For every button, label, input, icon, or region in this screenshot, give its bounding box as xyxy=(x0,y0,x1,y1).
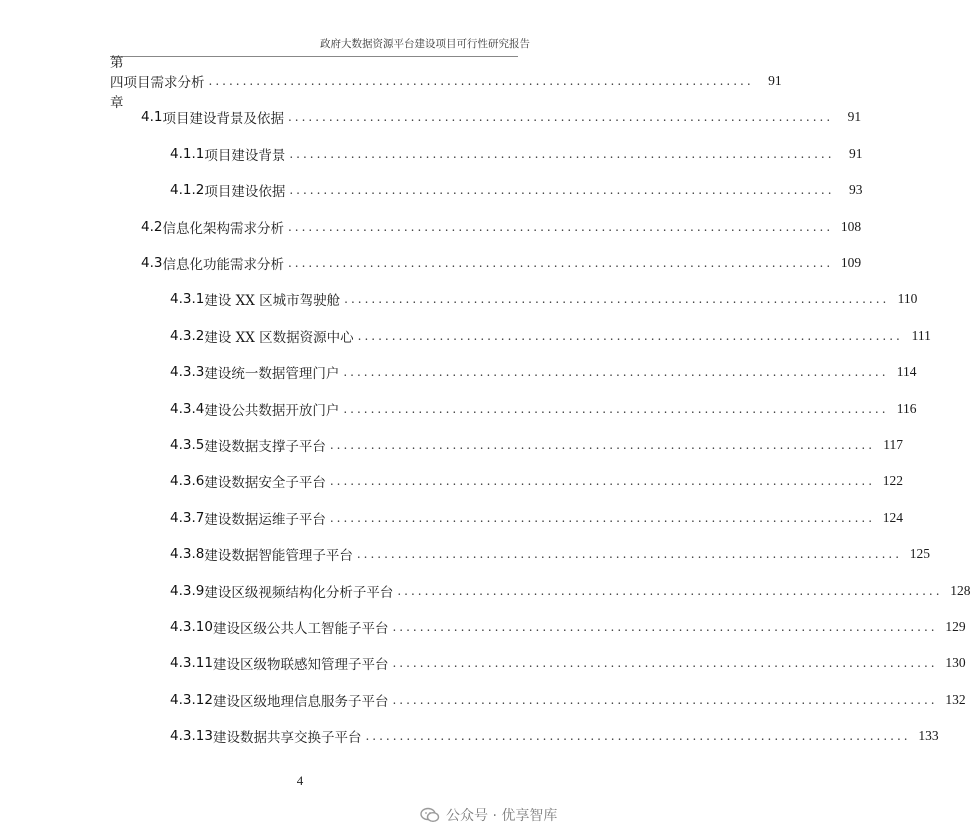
toc-number: 4.3.6 xyxy=(170,473,205,490)
toc-title: 建设统一数据管理门户 xyxy=(204,366,340,383)
toc-page-number: 129 xyxy=(945,619,966,634)
toc-number: 4.3.2 xyxy=(170,327,205,344)
toc-title: 项目需求分析 xyxy=(123,75,205,91)
toc-page-number: 91 xyxy=(849,145,863,161)
toc-number: 4.3.11 xyxy=(170,655,213,672)
toc-entry[interactable] xyxy=(170,432,904,458)
toc-leader-dots: ................................................................................ xyxy=(343,365,889,380)
toc-leader-dots: ................................................................................ xyxy=(287,110,834,125)
toc-number: 4.1.2 xyxy=(170,182,205,199)
watermark-text: 公众号 · 优享智库 xyxy=(446,808,558,824)
toc-entry[interactable] xyxy=(170,541,931,567)
toc-leader-dots: ................................................................................ xyxy=(329,510,876,525)
toc-page-number: 110 xyxy=(897,291,918,307)
toc-leader-dots: ................................................................................ xyxy=(208,74,754,88)
toc-title: 建设 XX 区数据资源中心 xyxy=(204,329,354,346)
toc-entry[interactable] xyxy=(170,359,917,385)
toc-title: 建设区级公共人工智能子平台 xyxy=(212,621,389,637)
toc-entry[interactable] xyxy=(141,250,862,276)
toc-number: 4.3.13 xyxy=(170,728,213,745)
toc-number: 第四章 xyxy=(110,55,124,111)
toc-number: 4.3.9 xyxy=(170,582,205,599)
toc-entry[interactable] xyxy=(170,650,966,676)
toc-leader-dots: ................................................................................ xyxy=(392,656,938,671)
toc-entry[interactable] xyxy=(170,505,904,531)
toc-page-number: 125 xyxy=(909,546,931,562)
toc-page-number: 128 xyxy=(950,582,971,598)
toc-title: 建设数据支撑子平台 xyxy=(204,439,326,455)
toc-title: 建设 XX 区城市驾驶舱 xyxy=(204,293,341,310)
header-rule xyxy=(110,56,518,57)
toc-leader-dots: ................................................................................ xyxy=(289,183,835,198)
toc-number: 4.3.3 xyxy=(170,364,205,381)
toc-entry[interactable] xyxy=(170,396,917,422)
toc-title: 建设数据运维子平台 xyxy=(204,511,326,528)
wechat-icon xyxy=(420,807,440,823)
toc-page-number: 111 xyxy=(911,327,931,343)
toc-entry[interactable] xyxy=(170,141,863,167)
toc-leader-dots: ................................................................................ xyxy=(392,620,938,634)
watermark xyxy=(420,805,557,825)
toc-page-number: 91 xyxy=(768,73,782,88)
toc-number: 4.1.1 xyxy=(170,145,205,162)
toc-title: 建设公共数据开放门户 xyxy=(204,402,340,419)
toc-leader-dots: ................................................................................ xyxy=(287,219,834,234)
toc-entry[interactable] xyxy=(170,177,863,203)
toc-leader-dots: ................................................................................ xyxy=(392,692,938,707)
toc-title: 建设区级视频结构化分析子平台 xyxy=(204,584,394,601)
toc-number: 4.3.12 xyxy=(170,691,213,708)
toc-title: 建设区级地理信息服务子平台 xyxy=(212,693,389,710)
toc-page-number: 116 xyxy=(896,400,917,416)
toc-title: 项目建设背景及依据 xyxy=(162,111,284,128)
toc-page-number: 133 xyxy=(918,728,939,744)
toc-number: 4.3.8 xyxy=(170,546,205,563)
toc-title: 信息化架构需求分析 xyxy=(162,220,284,237)
toc-leader-dots: ................................................................................ xyxy=(287,256,834,270)
toc-number: 4.3.7 xyxy=(170,509,205,526)
toc-number: 4.3.10 xyxy=(170,619,213,635)
toc-leader-dots: ................................................................................ xyxy=(356,547,903,562)
toc-entry[interactable] xyxy=(170,687,966,713)
toc-leader-dots: ................................................................................ xyxy=(329,438,876,452)
toc-page-number: 122 xyxy=(882,473,904,489)
toc-number: 4.2 xyxy=(141,218,163,235)
toc-page-number: 124 xyxy=(882,509,904,525)
toc-leader-dots: ................................................................................ xyxy=(365,729,911,744)
toc-title: 项目建设依据 xyxy=(204,184,286,201)
toc-title: 信息化功能需求分析 xyxy=(162,257,284,273)
toc-entry[interactable] xyxy=(170,468,904,494)
toc-entry[interactable] xyxy=(170,323,931,349)
toc-title: 建设数据智能管理子平台 xyxy=(204,548,353,565)
toc-leader-dots: ................................................................................ xyxy=(329,474,876,489)
toc-number: 4.3.5 xyxy=(170,437,205,453)
toc-number: 4.1 xyxy=(141,109,163,126)
toc-page-number: 130 xyxy=(945,655,966,671)
toc-number: 4.3.4 xyxy=(170,400,205,417)
page-number: 4 xyxy=(296,773,304,788)
toc-leader-dots: ................................................................................ xyxy=(357,328,903,343)
toc-page-number: 109 xyxy=(840,255,862,270)
toc-leader-dots: ................................................................................ xyxy=(344,292,890,307)
document-header: 政府大数据资源平台建设项目可行性研究报告 xyxy=(320,38,530,50)
toc-page-number: 132 xyxy=(945,691,966,707)
toc-page-number: 93 xyxy=(849,182,863,198)
toc-leader-dots: ................................................................................ xyxy=(343,401,889,416)
toc-title: 建设区级物联感知管理子平台 xyxy=(212,657,389,674)
toc-title: 建设数据共享交换子平台 xyxy=(212,730,362,747)
toc-entry[interactable] xyxy=(141,104,862,130)
toc-page-number: 114 xyxy=(896,364,917,380)
toc-number: 4.3.1 xyxy=(170,291,205,308)
toc-leader-dots: ................................................................................ xyxy=(289,146,835,161)
toc-title: 项目建设背景 xyxy=(204,147,286,164)
toc-entry[interactable] xyxy=(170,723,939,749)
toc-page-number: 91 xyxy=(847,109,862,125)
toc-entry[interactable] xyxy=(110,55,782,111)
toc-title: 建设数据安全子平台 xyxy=(204,475,326,492)
toc-entry[interactable] xyxy=(170,614,966,640)
toc-entry[interactable] xyxy=(170,578,971,604)
toc-entry[interactable] xyxy=(141,214,862,240)
toc-leader-dots: ................................................................................ xyxy=(397,583,943,598)
toc-number: 4.3 xyxy=(141,255,163,271)
toc-page-number: 117 xyxy=(883,437,904,452)
toc-page-number: 108 xyxy=(840,218,862,234)
toc-entry[interactable] xyxy=(170,286,918,312)
